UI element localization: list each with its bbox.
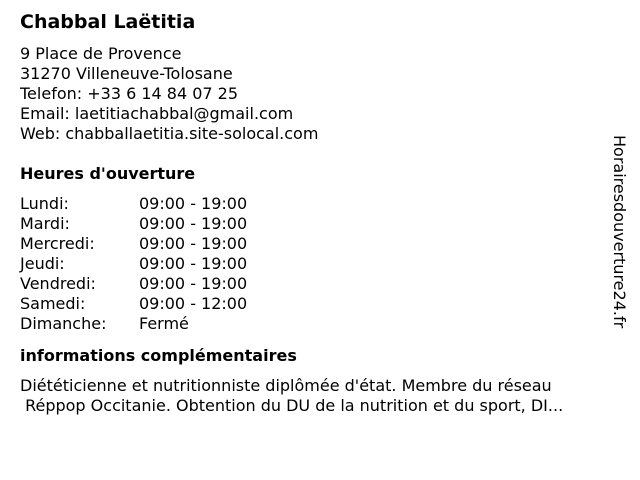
hours-time: 09:00 - 19:00	[139, 234, 248, 253]
hours-row-sunday	[20, 314, 620, 334]
contact-block	[20, 44, 620, 144]
hours-time: 09:00 - 19:00	[139, 214, 248, 233]
hours-day: Mercredi:	[20, 234, 95, 253]
hours-day: Dimanche:	[20, 314, 107, 333]
hours-row-wednesday	[20, 234, 620, 254]
additional-info-heading: informations complémentaires	[20, 346, 297, 365]
hours-time: Fermé	[139, 314, 189, 333]
hours-row-saturday	[20, 294, 620, 314]
hours-day: Jeudi:	[20, 254, 65, 273]
hours-day: Samedi:	[20, 294, 86, 313]
description-line-1: Diététicienne et nutritionniste diplômée d'état. Membre du réseau	[20, 376, 552, 395]
email-text: Email: laetitiachabbal@gmail.com	[20, 104, 294, 123]
hours-day: Vendredi:	[20, 274, 96, 293]
hours-time: 09:00 - 19:00	[139, 274, 248, 293]
address-street: 9 Place de Provence	[20, 44, 182, 63]
address-city: 31270 Villeneuve-Tolosane	[20, 64, 233, 83]
opening-hours-table	[20, 194, 620, 334]
hours-day: Mardi:	[20, 214, 70, 233]
watermark	[608, 135, 638, 345]
hours-time: 09:00 - 19:00	[139, 254, 248, 273]
description-line-2: Réppop Occitanie. Obtention du DU de la nutrition et du sport, DI...	[20, 396, 564, 415]
hours-row-monday	[20, 194, 620, 214]
phone-text: Telefon: +33 6 14 84 07 25	[20, 84, 239, 103]
hours-row-thursday	[20, 254, 620, 274]
website-text: Web: chabballaetitia.site-solocal.com	[20, 124, 319, 143]
hours-row-friday	[20, 274, 620, 294]
watermark-text: Horairesdouverture24.fr	[610, 135, 629, 329]
business-name: Chabbal Laëtitia	[20, 11, 196, 33]
hours-day: Lundi:	[20, 194, 69, 213]
hours-time: 09:00 - 12:00	[139, 294, 248, 313]
hours-time: 09:00 - 19:00	[139, 194, 248, 213]
hours-row-tuesday	[20, 214, 620, 234]
description-text	[20, 376, 620, 416]
opening-hours-heading: Heures d'ouverture	[20, 164, 196, 183]
business-card	[20, 10, 620, 416]
